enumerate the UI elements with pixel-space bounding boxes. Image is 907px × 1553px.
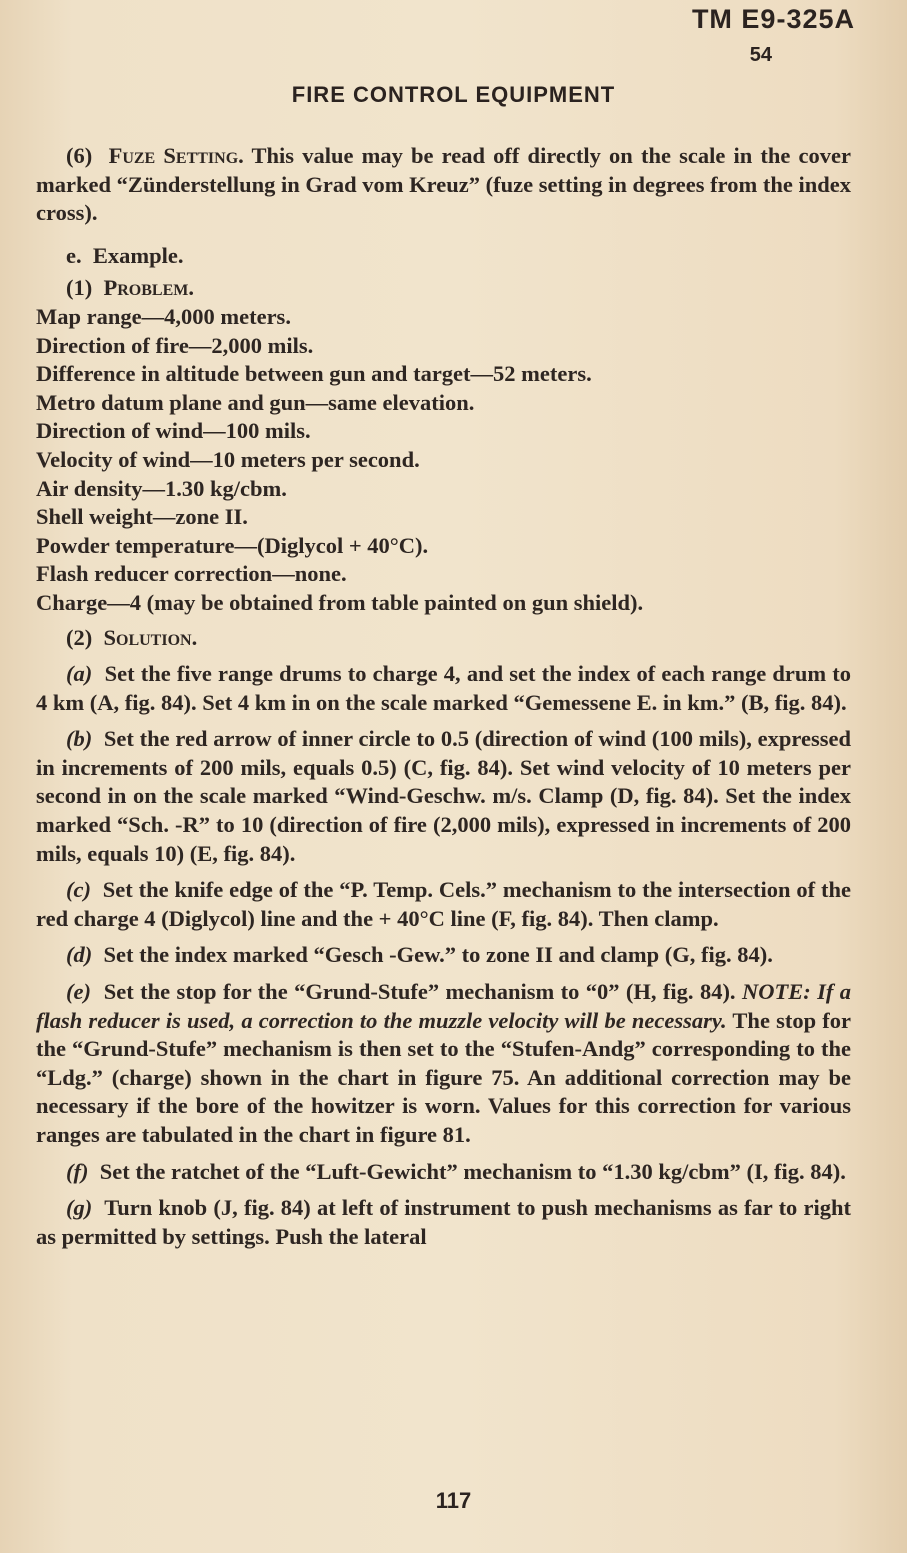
fuze-setting-text: This value may be read off directly on the scale in the cover marked “Zünderstellung in Grad vom Kreuz” (fuze setting in degrees from the index cross). <box>36 143 852 226</box>
step-note: NOTE: If a flash reducer is used, a correction to the muzzle velocity will be necessary. <box>36 979 851 1033</box>
step-text: Set the ratchet of the “Luft-Gewicht” mechanism to “1.30 kg/cbm” (I, fig. 84). <box>99 1158 846 1184</box>
fuze-setting-heading: Fuze Setting. <box>108 143 244 168</box>
page-number: 117 <box>435 1488 472 1513</box>
step-text: Set the red arrow of inner circle to 0.5 (direction of wind (100 mils), expressed in increments of 200 mils, equals 0.5) (C, fig. 84). Set wind velocity of 10 meters per second in on the scale marked “Wind-Geschw. m/s. Clamp (D, fig. 84). Set the index marked “Sch. -R” to 10 (direction of fire (2,000 mils), expressed in increments of 200 mils, equals 10) (E, fig. 84). <box>36 726 852 866</box>
step-text: Set the five range drums to charge 4, and set the index of each range drum to 4 km (A, fig. 84). Set 4 km in on the scale marked “Gemessene E. in km.” (B, fig. 84). <box>36 661 852 715</box>
problem-item: Difference in altitude between gun and target—52 meters. <box>36 361 592 387</box>
step-label: (b) <box>66 726 93 752</box>
problem-item: Shell weight—zone II. <box>36 504 248 530</box>
solution-heading <box>36 624 851 653</box>
solution-step-c <box>36 876 851 933</box>
solution-step-d <box>36 941 851 970</box>
problem-item: Direction of fire—2,000 mils. <box>36 332 314 358</box>
problem-title: Problem. <box>103 275 194 301</box>
problem-item: Flash reducer correction—none. <box>36 561 347 587</box>
fuze-setting-number: (6) <box>66 143 93 168</box>
example-letter: e. <box>66 242 82 268</box>
step-label: (e) <box>66 979 91 1005</box>
step-text: Turn knob (J, fig. 84) at left of instrument to push mechanisms as far to right as permitted by settings. Push the lateral <box>36 1195 851 1249</box>
step-text: Set the index marked “Gesch -Gew.” to zone II and clamp (G, fig. 84). <box>103 942 773 968</box>
solution-title: Solution. <box>103 624 198 650</box>
problem-item: Map range—4,000 meters. <box>36 303 291 329</box>
problem-item: Direction of wind—100 mils. <box>36 418 311 444</box>
manual-number: TM E9-325A <box>691 4 855 34</box>
fuze-setting-paragraph <box>36 142 851 228</box>
solution-step-b <box>36 725 851 868</box>
step-label: (a) <box>66 661 93 687</box>
section-title: FIRE CONTROL EQUIPMENT <box>291 82 616 107</box>
step-label: (c) <box>66 877 91 903</box>
problem-number: (1) <box>66 275 93 301</box>
step-label: (g) <box>66 1195 93 1221</box>
body-text <box>36 142 851 1251</box>
step-text: Set the stop for the “Grund-Stufe” mechanism to “0” (H, fig. 84). <box>103 979 736 1005</box>
example-title: Example. <box>92 242 184 268</box>
solution-step-e <box>36 978 851 1150</box>
problem-item: Metro datum plane and gun—same elevation. <box>36 389 475 415</box>
problem-item: Air density—1.30 kg/cbm. <box>36 475 287 501</box>
paragraph-number: 54 <box>749 44 772 66</box>
step-label: (d) <box>66 942 93 968</box>
step-text: The stop for the “Grund-Stufe” mechanism is then set to the “Stufen-Andg” corresponding to the “Ldg.” (charge) shown in the chart in figure 75. An additional correction may be necessary if the bore of the howitzer is worn. Values for this correction for various ranges are tabulated in the chart in figure 81. <box>36 1007 852 1147</box>
step-label: (f) <box>66 1158 89 1184</box>
example-heading <box>36 242 851 271</box>
problem-item: Charge—4 (may be obtained from table painted on gun shield). <box>36 589 644 615</box>
problem-heading <box>36 274 851 303</box>
solution-step-g <box>36 1194 851 1251</box>
solution-number: (2) <box>66 624 93 650</box>
problem-list <box>36 303 851 618</box>
problem-item: Velocity of wind—10 meters per second. <box>36 446 420 472</box>
solution-step-a <box>36 660 851 717</box>
problem-item: Powder temperature—(Diglycol + 40°C). <box>36 532 429 558</box>
solution-step-f <box>36 1158 851 1187</box>
step-text: Set the knife edge of the “P. Temp. Cels.” mechanism to the intersection of the red charge 4 (Diglycol) line and the + 40°C line (F, fig. 84). Then clamp. <box>36 877 851 931</box>
